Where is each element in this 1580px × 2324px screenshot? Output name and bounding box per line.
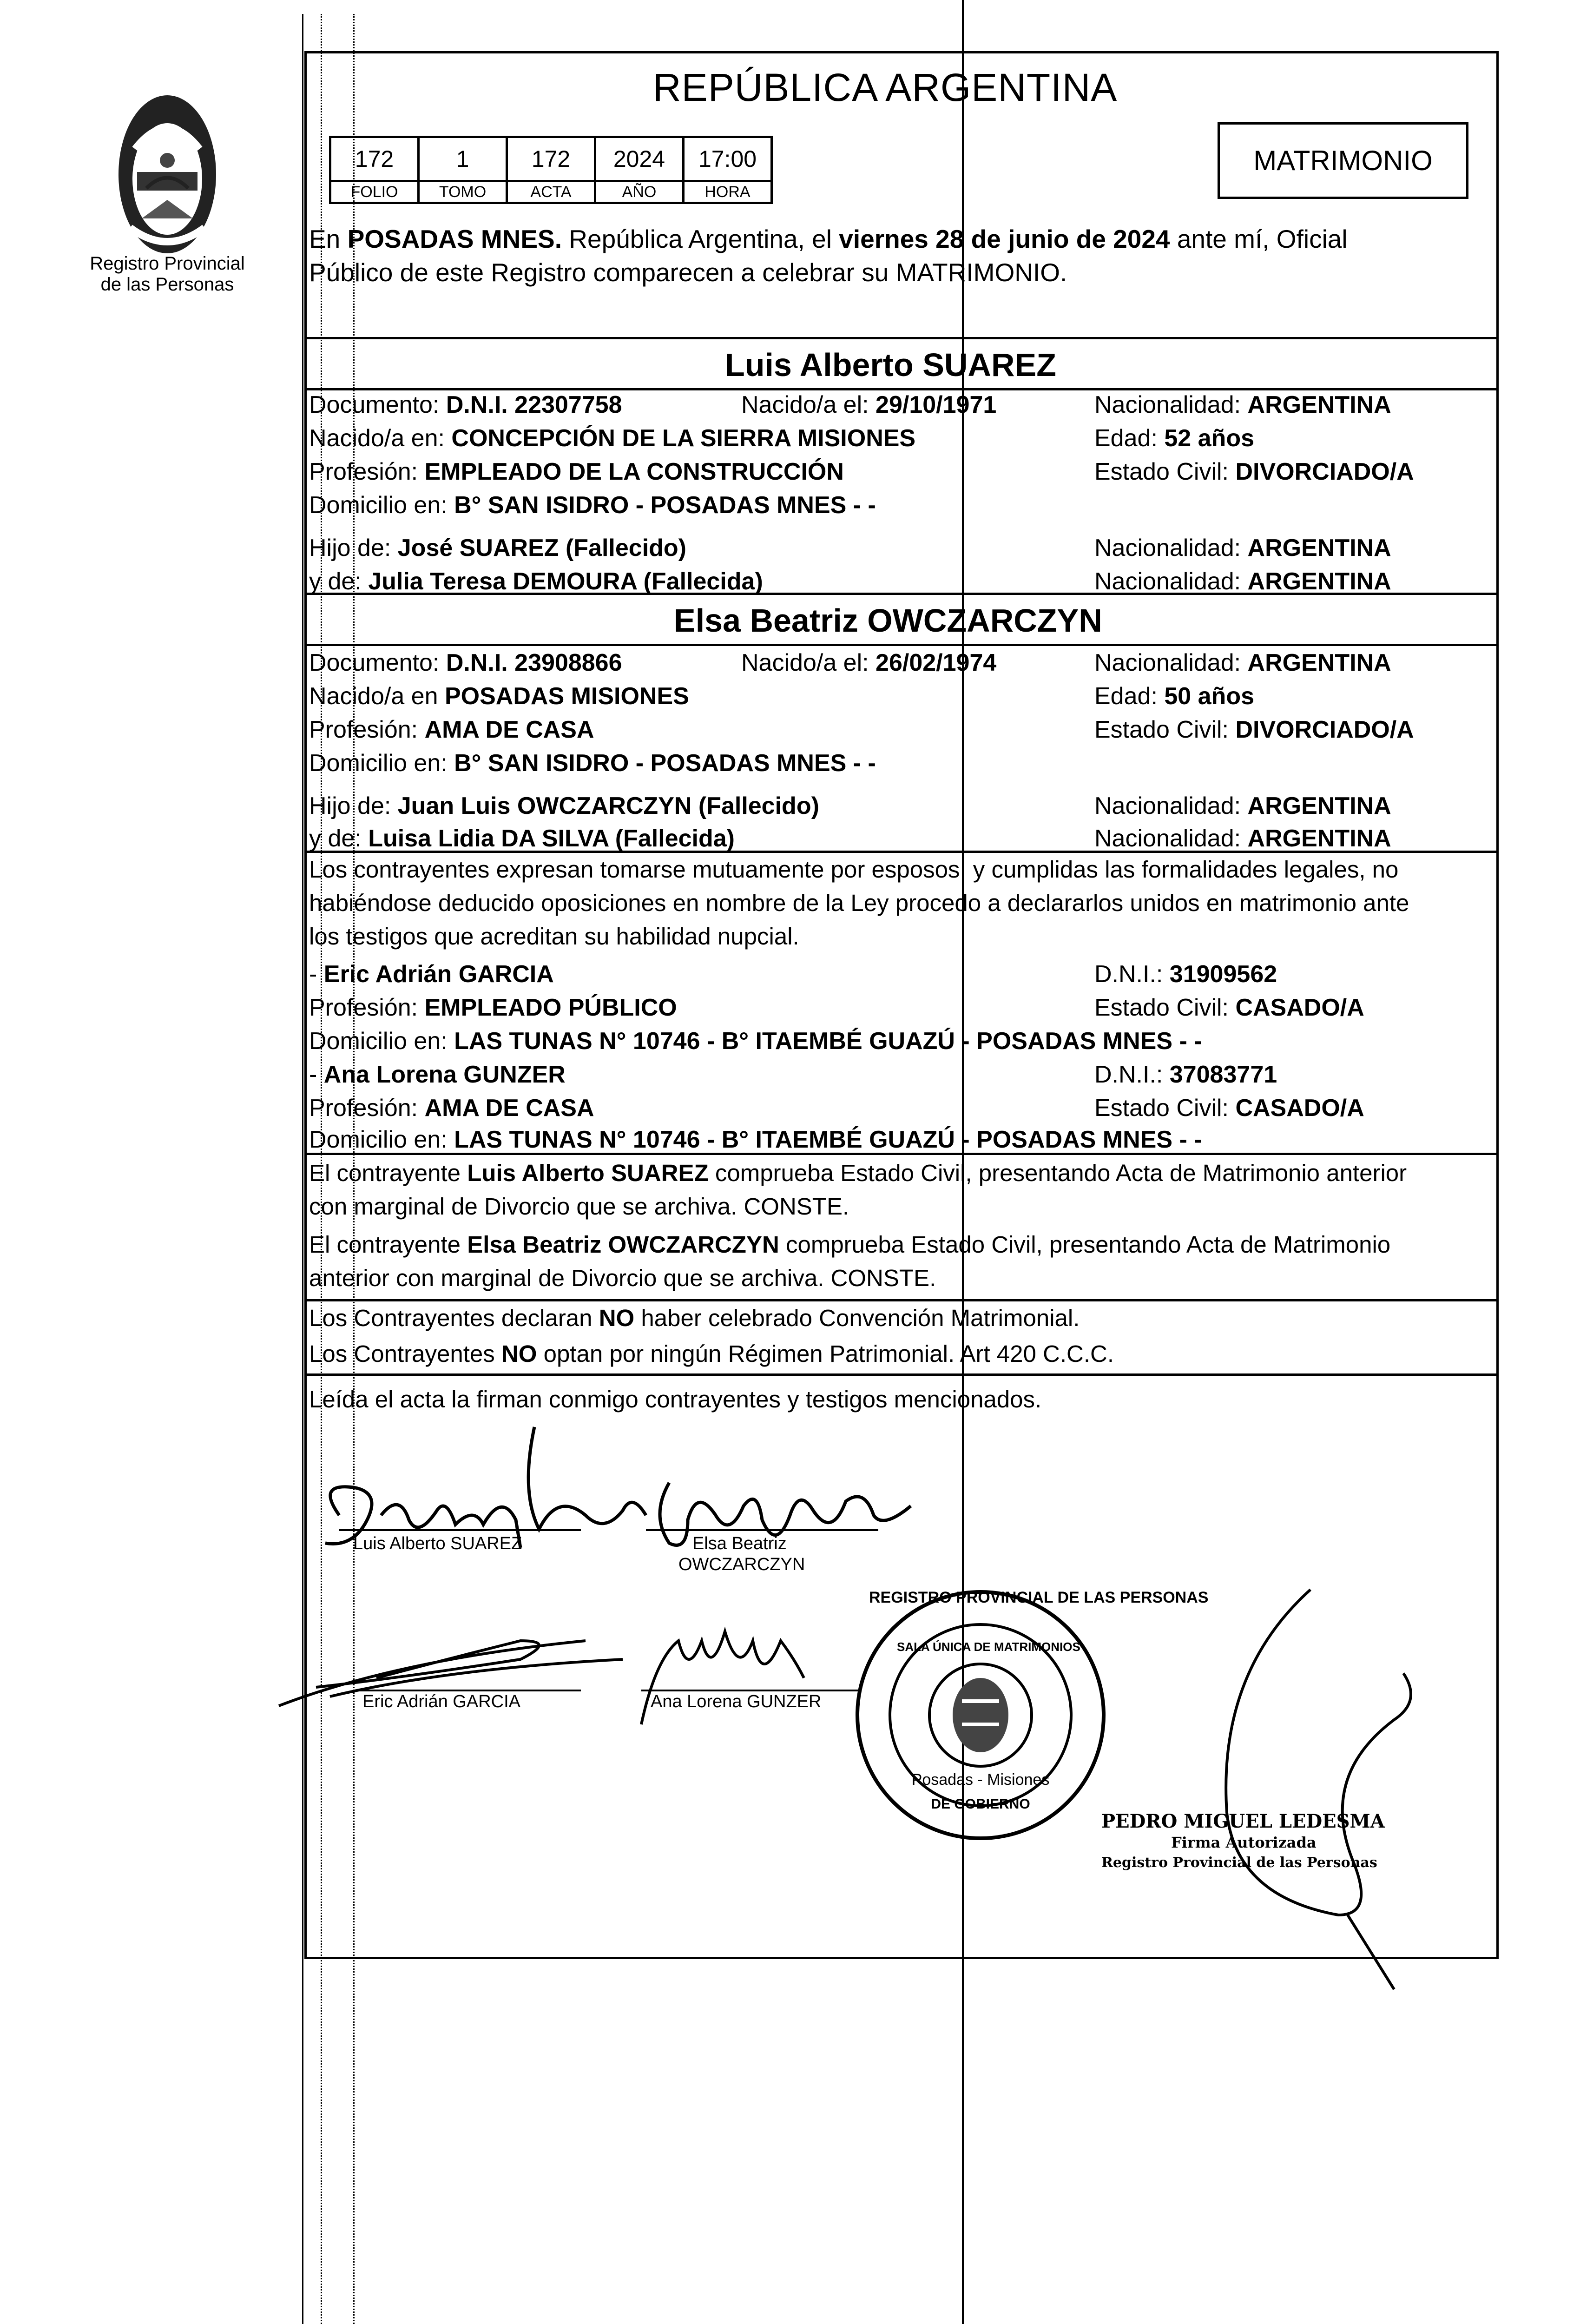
official-name: PEDRO MIGUEL LEDESMA: [1101, 1810, 1385, 1832]
spouse1-civil-status: [1094, 455, 1414, 489]
spouse2-birthdate: [741, 646, 996, 680]
value: AMA DE CASA: [424, 716, 594, 743]
label: Nacionalidad:: [1094, 792, 1248, 819]
stamp-ring-text: REGISTRO PROVINCIAL DE LAS PERSONAS: [869, 1589, 1209, 1606]
label: Domicilio en:: [309, 1126, 454, 1153]
text: Los Contrayentes declaran: [309, 1305, 599, 1331]
label: y de:: [309, 568, 369, 595]
value: ARGENTINA: [1247, 568, 1391, 595]
witness2-signature-name: Ana Lorena GUNZER: [651, 1692, 822, 1711]
witness1-address: [309, 1024, 1202, 1058]
label: Estado Civil:: [1094, 458, 1236, 485]
spouse1-name: Luis Alberto SUAREZ: [725, 347, 1056, 383]
divider-1: [304, 337, 1499, 339]
value: 31909562: [1169, 961, 1277, 988]
folio-value: 172: [330, 137, 419, 181]
emph: NO: [501, 1340, 537, 1367]
name: Elsa Beatriz OWCZARCZYN: [467, 1231, 779, 1258]
label: Nacido/a en: [309, 683, 445, 710]
spouse2-mother-nationality: [1094, 822, 1391, 855]
text: comprueba Estado Civil, presentando Acta de Matrimonio: [779, 1231, 1391, 1258]
value: 37083771: [1169, 1061, 1277, 1088]
spouse2-civil-status: [1094, 713, 1414, 746]
witness1-profession: [309, 991, 677, 1024]
value: ARGENTINA: [1247, 535, 1391, 561]
value: DIVORCIADO/A: [1235, 458, 1414, 485]
label: Edad:: [1094, 683, 1165, 710]
spouse1-nationality: [1094, 388, 1391, 422]
value: ARGENTINA: [1247, 792, 1391, 819]
spouse2-signature-line: [646, 1529, 878, 1531]
spouse2-signature-name-1: Elsa Beatriz: [692, 1534, 787, 1553]
label: Nacido/a el:: [741, 649, 876, 676]
spouse1-birthplace: [309, 422, 915, 455]
tomo-value: 1: [419, 137, 507, 181]
record-type: MATRIMONIO: [1253, 145, 1433, 176]
intro-place: POSADAS MNES.: [347, 224, 562, 253]
witness1-signature-name: Eric Adrián GARCIA: [362, 1692, 520, 1711]
registry-logo-caption-1: Registro Provincial: [90, 253, 245, 274]
label: Edad:: [1094, 425, 1165, 452]
spouse2-father-nationality: [1094, 789, 1391, 823]
spouse2-nationality: [1094, 646, 1391, 680]
value: Juan Luis OWCZARCZYN (Fallecido): [397, 792, 819, 819]
provincial-seal-icon: [88, 79, 246, 265]
stamp-bottom-text: Posadas - Misiones: [911, 1771, 1050, 1789]
record-type-box: [1218, 122, 1468, 199]
hora-value: 17:00: [684, 137, 772, 181]
registry-logo-caption-2: de las Personas: [100, 274, 234, 295]
official-role: Firma Autorizada: [1171, 1834, 1317, 1851]
margin-line-1: [302, 14, 303, 2324]
spouse2-birthplace: [309, 680, 689, 713]
spouse1-signature-name: Luis Alberto SUAREZ: [353, 1534, 522, 1553]
intro-date: viernes 28 de junio de 2024: [839, 224, 1170, 253]
value: CASADO/A: [1235, 994, 1364, 1021]
label: D.N.I.:: [1094, 1061, 1170, 1088]
value: B° SAN ISIDRO - POSADAS MNES - -: [454, 492, 876, 519]
intro-line-1: [309, 222, 1348, 256]
note-spouse2-line-2: anterior con marginal de Divorcio que se archiva. CONSTE.: [309, 1265, 936, 1291]
label: Nacido/a en:: [309, 425, 452, 452]
value: 50 años: [1164, 683, 1254, 710]
label: Estado Civil:: [1094, 994, 1236, 1021]
value: D.N.I. 22307758: [446, 391, 622, 418]
acta-label: ACTA: [507, 181, 595, 203]
intro-line-2: Público de este Registro comparecen a celebrar su MATRIMONIO.: [309, 258, 1067, 287]
witness1-dni: [1094, 957, 1277, 991]
witness2-dni: [1094, 1058, 1277, 1091]
registry-stamp: [850, 1585, 1209, 1845]
tomo-label: TOMO: [419, 181, 507, 203]
value: 29/10/1971: [876, 391, 997, 418]
label: Nacionalidad:: [1094, 825, 1248, 852]
spouse1-address: [309, 489, 876, 522]
spouse2-age: [1094, 680, 1254, 713]
patrimonial-regime-note: [309, 1337, 1114, 1371]
witness2-civil-status: [1094, 1091, 1364, 1125]
intro-text-b: República Argentina, el: [562, 224, 839, 253]
value: ARGENTINA: [1247, 391, 1391, 418]
intro-text-c: ante mí, Oficial: [1170, 224, 1348, 253]
spouse1-father-nationality: [1094, 531, 1391, 565]
convention-note: [309, 1301, 1080, 1335]
label: Estado Civil:: [1094, 716, 1236, 743]
label: Domicilio en:: [309, 492, 454, 519]
label: Hijo de:: [309, 535, 398, 561]
spouse1-birthdate: [741, 388, 996, 422]
text: haber celebrado Convención Matrimonial.: [634, 1305, 1080, 1331]
folio-label: FOLIO: [330, 181, 419, 203]
label: Hijo de:: [309, 792, 398, 819]
value: Luisa Lidia DA SILVA (Fallecida): [368, 825, 735, 852]
label: Profesión:: [309, 994, 425, 1021]
ano-label: AÑO: [595, 181, 684, 203]
spouse2-profession: [309, 713, 594, 746]
value: D.N.I. 23908866: [446, 649, 622, 676]
value: Ana Lorena GUNZER: [323, 1061, 566, 1088]
witness2-signature-line: [641, 1690, 860, 1691]
value: LAS TUNAS N° 10746 - B° ITAEMBÉ GUAZÚ - POSADAS MNES - -: [454, 1126, 1202, 1153]
value: B° SAN ISIDRO - POSADAS MNES - -: [454, 750, 876, 777]
document-title: REPÚBLICA ARGENTINA: [653, 66, 1118, 109]
value: POSADAS MISIONES: [444, 683, 689, 710]
spouse1-mother-nationality: [1094, 565, 1391, 598]
stamp-inner-text: SALA ÚNICA DE MATRIMONIOS: [897, 1640, 1080, 1654]
witness1-civil-status: [1094, 991, 1364, 1024]
value: CASADO/A: [1235, 1095, 1364, 1122]
spouse1-document: [309, 388, 622, 422]
declaration-line-2: habiéndose deducido oposiciones en nombre de la Ley procedo a declararlos unidos en matrimonio ante: [309, 890, 1409, 916]
value: Eric Adrián GARCIA: [323, 961, 554, 988]
acta-value: 172: [507, 137, 595, 181]
note-spouse1-line-1: [309, 1156, 1407, 1190]
spouse2-document: [309, 646, 622, 680]
value: EMPLEADO DE LA CONSTRUCCIÓN: [424, 458, 844, 485]
closing-statement: Leída el acta la firman conmigo contrayentes y testigos mencionados.: [309, 1386, 1042, 1413]
text: optan por ningún Régimen Patrimonial. Art 420 C.C.C.: [537, 1340, 1114, 1367]
official-organization: Registro Provincial de las Personas: [1101, 1855, 1377, 1871]
label: Nacionalidad:: [1094, 568, 1248, 595]
label: Nacionalidad:: [1094, 649, 1248, 676]
official-signature: [1199, 1580, 1431, 1999]
label: Nacionalidad:: [1094, 391, 1248, 418]
label: Nacido/a el:: [741, 391, 876, 418]
witness1-name: [309, 957, 554, 991]
value: ARGENTINA: [1247, 825, 1391, 852]
registry-logo: [88, 79, 246, 295]
label: Nacionalidad:: [1094, 535, 1248, 561]
hora-label: HORA: [684, 181, 772, 203]
ano-value: 2024: [595, 137, 684, 181]
label: Profesión:: [309, 1095, 425, 1122]
label: Documento:: [309, 649, 446, 676]
value: DIVORCIADO/A: [1235, 716, 1414, 743]
note-spouse1-line-2: con marginal de Divorcio que se archiva. CONSTE.: [309, 1193, 849, 1220]
witness2-address: [309, 1123, 1202, 1156]
label: Domicilio en:: [309, 750, 454, 777]
text: El contrayente: [309, 1160, 467, 1186]
value: José SUAREZ (Fallecido): [397, 535, 686, 561]
label: Profesión:: [309, 458, 425, 485]
spouse1-mother: [309, 565, 763, 598]
name: Luis Alberto SUAREZ: [467, 1160, 709, 1186]
declaration-line-1: Los contrayentes expresan tomarse mutuamente por esposos, y cumplidas las formalidades legales, no: [309, 856, 1399, 883]
witness1-signature-line: [353, 1690, 581, 1691]
record-header-table: [329, 136, 773, 204]
witness2-name: [309, 1058, 566, 1091]
label: Profesión:: [309, 716, 425, 743]
text: comprueba Estado Civil, presentando Acta de Matrimonio anterior: [708, 1160, 1407, 1186]
text: Los Contrayentes: [309, 1340, 501, 1367]
value: AMA DE CASA: [424, 1095, 594, 1122]
stamp-gob-text: DE GOBIERNO: [931, 1796, 1030, 1812]
label: y de:: [309, 825, 369, 852]
value: CONCEPCIÓN DE LA SIERRA MISIONES: [451, 425, 916, 452]
spouse2-address: [309, 746, 876, 780]
label: Domicilio en:: [309, 1028, 454, 1055]
value: LAS TUNAS N° 10746 - B° ITAEMBÉ GUAZÚ - POSADAS MNES - -: [454, 1028, 1202, 1055]
value: 26/02/1974: [876, 649, 997, 676]
text: El contrayente: [309, 1231, 467, 1258]
declaration-line-3: los testigos que acreditan su habilidad nupcial.: [309, 923, 799, 950]
witness2-profession: [309, 1091, 594, 1125]
value: EMPLEADO PÚBLICO: [424, 994, 677, 1021]
spouse1-signature-line: [339, 1529, 581, 1531]
label: Estado Civil:: [1094, 1095, 1236, 1122]
intro-text-a: En: [309, 224, 348, 253]
spouse2-mother: [309, 822, 735, 855]
label: D.N.I.:: [1094, 961, 1170, 988]
spouse1-age: [1094, 422, 1254, 455]
note-spouse2-line-1: [309, 1228, 1390, 1261]
value: 52 años: [1164, 425, 1254, 452]
dash: -: [309, 1061, 324, 1088]
spouse2-signature-name-2: OWCZARCZYN: [678, 1555, 805, 1574]
emph: NO: [599, 1305, 635, 1331]
value: Julia Teresa DEMOURA (Fallecida): [368, 568, 763, 595]
spouse2-father: [309, 789, 819, 823]
spouse1-father: [309, 531, 686, 565]
value: ARGENTINA: [1247, 649, 1391, 676]
divider-8: [304, 1373, 1499, 1376]
spouse2-name: Elsa Beatriz OWCZARCZYN: [674, 602, 1102, 639]
label: Documento:: [309, 391, 446, 418]
dash: -: [309, 961, 324, 988]
spouse1-profession: [309, 455, 844, 489]
